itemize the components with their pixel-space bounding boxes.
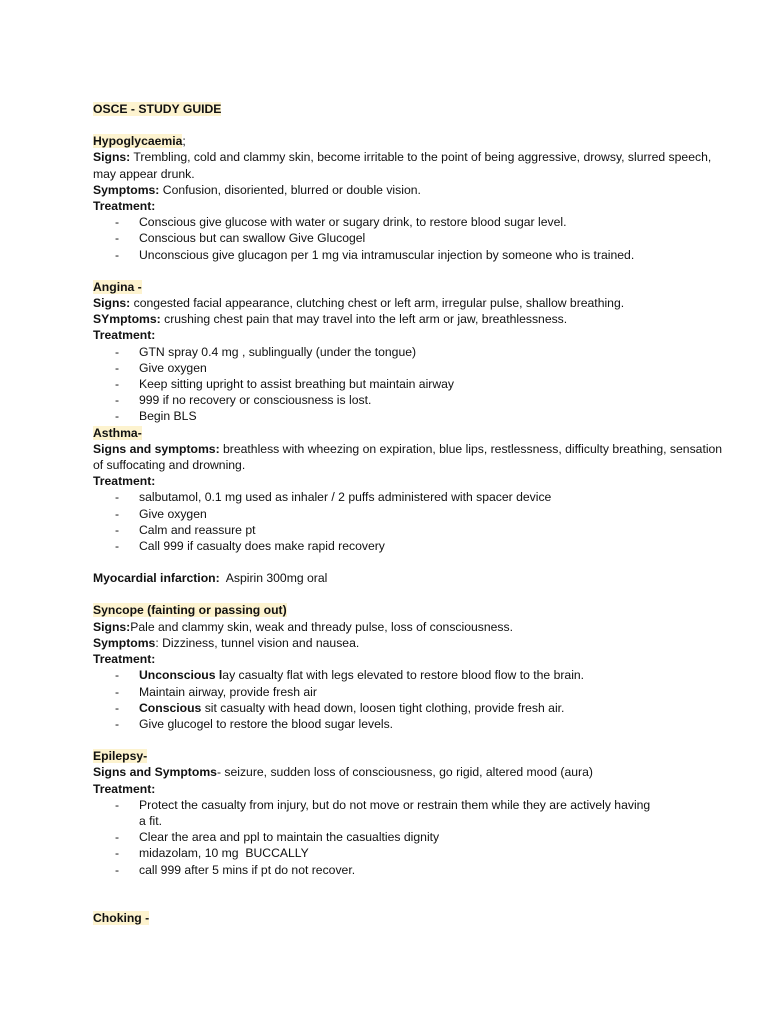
section-hypoglycaemia — [93, 133, 733, 263]
symptoms-text: : Dizziness, tunnel vision and nausea. — [155, 635, 360, 650]
list-item: - GTN spray 0.4 mg , sublingually (under the tongue) — [115, 344, 417, 359]
mi-label: Myocardial infarction: — [93, 571, 220, 586]
signs-label: Signs: — [93, 150, 131, 165]
list-item: - Conscious sit casualty with head down, loosen tight clothing, provide fresh air. — [115, 700, 565, 715]
list-item: - Protect the casualty from injury, but do not move or restrain them while they are actively having a fit. — [115, 797, 651, 828]
treatment-list — [93, 344, 733, 425]
treatment-label: Treatment: — [93, 474, 156, 489]
section-syncope — [93, 602, 733, 732]
heading-suffix: ; — [182, 134, 186, 149]
list-item: - 999 if no recovery or consciousness is lost. — [115, 393, 372, 408]
list-item: - Keep sitting upright to assist breathing but maintain airway — [115, 377, 455, 392]
treatment-list — [93, 797, 733, 878]
symptoms-text: Confusion, disoriented, blurred or double vision. — [159, 182, 421, 197]
signs-label: Signs and Symptoms — [93, 765, 217, 780]
signs-text: breathless with wheezing on expiration, blue lips, restlessness, difficulty breathing, sensation of suffocating and drowning. — [93, 441, 723, 473]
list-item: - Calm and reassure pt — [115, 522, 256, 537]
symptoms-text: crushing chest pain that may travel into the left arm or jaw, breathlessness. — [160, 312, 568, 327]
signs-label: Signs: — [93, 619, 131, 634]
list-item: - Give oxygen — [115, 506, 207, 521]
section-heading: Choking - — [93, 910, 150, 925]
list-item: - midazolam, 10 mg BUCCALLY — [115, 846, 309, 861]
list-item: - Clear the area and ppl to maintain the casualties dignity — [115, 830, 440, 845]
treatment-list — [93, 667, 733, 732]
section-heading: Epilepsy- — [93, 749, 148, 764]
list-item: - Unconscious lay casualty flat with legs elevated to restore blood flow to the brain. — [115, 668, 585, 683]
signs-label: Signs: — [93, 296, 131, 311]
treatment-list — [93, 489, 733, 554]
signs-text: Pale and clammy skin, weak and thready pulse, loss of consciousness. — [130, 619, 513, 634]
section-epilepsy — [93, 748, 733, 878]
treatment-label: Treatment: — [93, 652, 156, 667]
mi-text: Aspirin 300mg oral — [219, 571, 328, 586]
signs-label: Signs and symptoms: — [93, 441, 220, 456]
signs-text: congested facial appearance, clutching chest or left arm, irregular pulse, shallow breathing. — [130, 296, 625, 311]
section-angina — [93, 279, 733, 425]
section-heading: Syncope (fainting or passing out) — [93, 603, 287, 618]
symptoms-label: Symptoms — [93, 635, 156, 650]
section-heading: Angina - — [93, 279, 142, 294]
list-item: - Call 999 if casualty does make rapid recovery — [115, 539, 385, 554]
list-item: - Conscious give glucose with water or sugary drink, to restore blood sugar level. — [115, 215, 567, 230]
signs-text: - seizure, sudden loss of consciousness, go rigid, altered mood (aura) — [216, 765, 593, 780]
treatment-list — [93, 214, 733, 263]
section-choking — [93, 910, 733, 926]
treatment-label: Treatment: — [93, 328, 156, 343]
treatment-label: Treatment: — [93, 781, 156, 796]
list-item: - Maintain airway, provide fresh air — [115, 684, 317, 699]
list-item: - Conscious but can swallow Give Glucogel — [115, 231, 366, 246]
list-item: - Unconscious give glucagon per 1 mg via intramuscular injection by someone who is trained. — [115, 247, 635, 262]
list-item: - salbutamol, 0.1 mg used as inhaler / 2 puffs administered with spacer device — [115, 490, 552, 505]
document-title: OSCE - STUDY GUIDE — [93, 102, 222, 116]
section-myocardial-infarction — [93, 570, 733, 586]
document-body — [93, 101, 733, 926]
section-heading: Hypoglycaemia — [93, 134, 183, 149]
list-item: - call 999 after 5 mins if pt do not recover. — [115, 862, 356, 877]
symptoms-label: SYmptoms: — [93, 312, 161, 327]
list-item: - Give oxygen — [115, 360, 207, 375]
section-heading: Asthma- — [93, 425, 142, 440]
list-item: - Begin BLS — [115, 409, 197, 424]
signs-text: Trembling, cold and clammy skin, become irritable to the point of being aggressive, drowsy, slurred speech, may appear drunk. — [93, 150, 712, 181]
treatment-label: Treatment: — [93, 199, 156, 214]
symptoms-label: Symptoms: — [93, 182, 160, 197]
list-item: - Give glucogel to restore the blood sugar levels. — [115, 716, 394, 731]
section-asthma — [93, 425, 733, 555]
